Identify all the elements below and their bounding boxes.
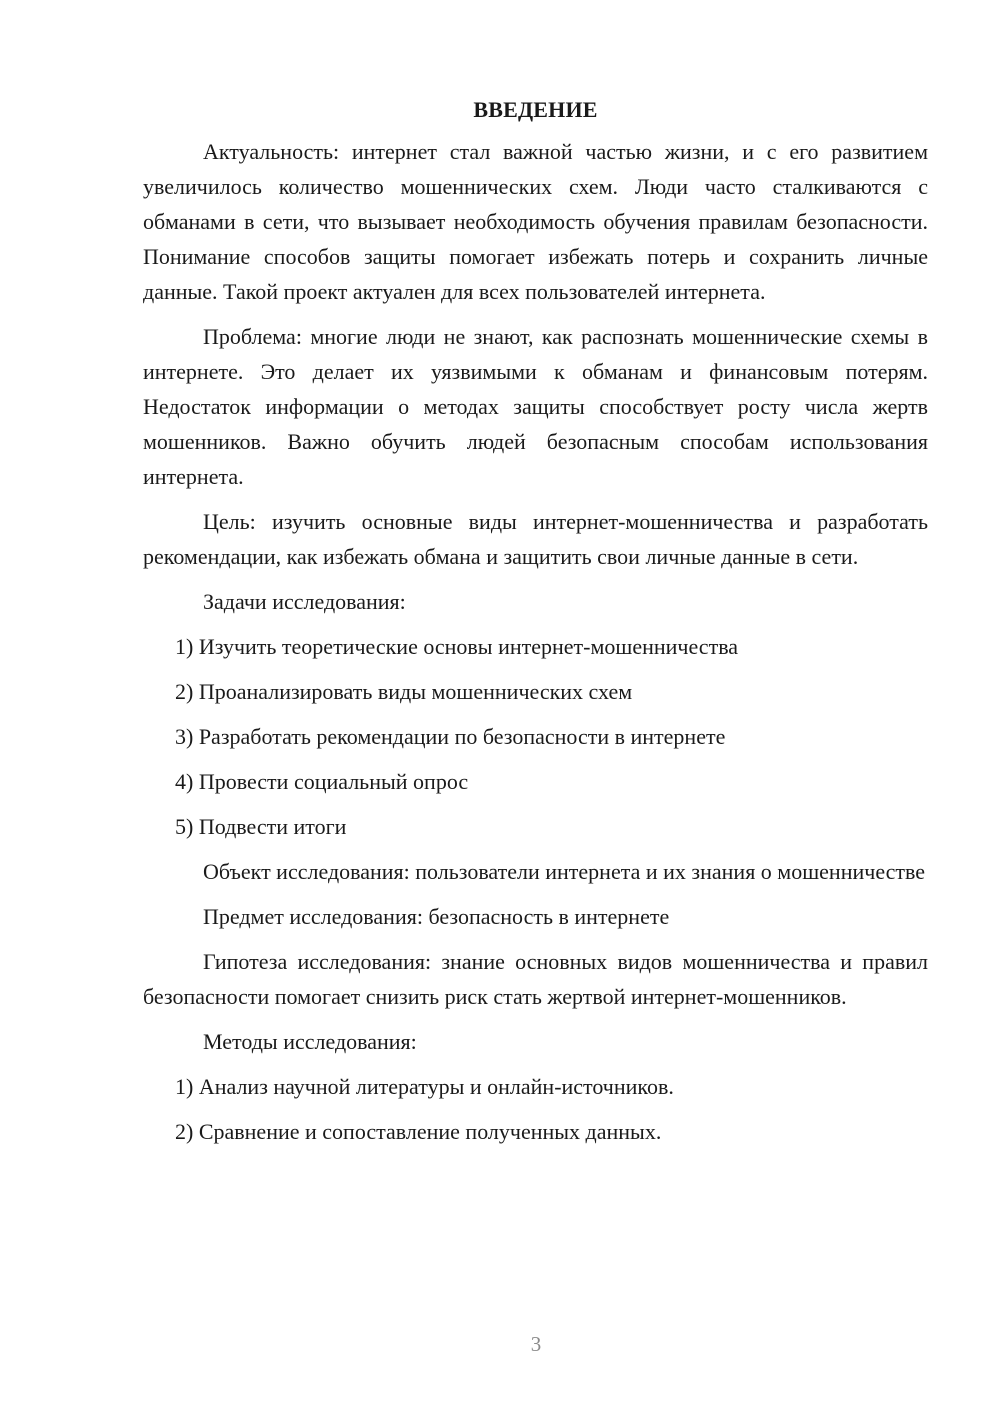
list-item: 1) Изучить теоретические основы интернет-мошенничества (175, 634, 739, 659)
paragraph-object: Объект исследования: пользователи интернета и их знания о мошенничестве (203, 859, 926, 884)
document-body (143, 92, 928, 1159)
section-title: ВВЕДЕНИЕ (473, 97, 598, 122)
paragraph-subject: Предмет исследования: безопасность в интернете (203, 904, 670, 929)
paragraph-goal: Цель: изучить основные виды интернет-мошенничества и разработать рекомендации, как избежать обмана и защитить свои личные данные в сети. (143, 509, 928, 569)
list-item: 5) Подвести итоги (175, 814, 347, 839)
tasks-heading: Задачи исследования: (203, 589, 406, 614)
paragraph-problem: Проблема: многие люди не знают, как распознать мошеннические схемы в интернете. Это делает их уязвимыми к обманам и финансовым потерям. Недостаток информации о методах защиты способствует росту числа жертв мошенников. Важно обучить людей безопасным способам использования интернета. (143, 324, 928, 489)
methods-heading: Методы исследования: (203, 1029, 417, 1054)
methods-list (143, 1069, 928, 1149)
list-item: 1) Анализ научной литературы и онлайн-источников. (175, 1074, 674, 1099)
paragraph-relevance: Актуальность: интернет стал важной частью жизни, и с его развитием увеличилось количество мошеннических схем. Люди часто сталкиваются с обманами в сети, что вызывает необходимость обучения правилам безопасности. Понимание способов защиты помогает избежать потерь и сохранить личные данные. Такой проект актуален для всех пользователей интернета. (143, 139, 928, 304)
tasks-list (143, 629, 928, 844)
list-item: 2) Проанализировать виды мошеннических схем (175, 679, 633, 704)
list-item: 2) Сравнение и сопоставление полученных данных. (175, 1119, 662, 1144)
list-item: 4) Провести социальный опрос (175, 769, 469, 794)
paragraph-hypothesis: Гипотеза исследования: знание основных видов мошенничества и правил безопасности помогает снизить риск стать жертвой интернет-мошенников. (143, 949, 928, 1009)
list-item: 3) Разработать рекомендации по безопасности в интернете (175, 724, 726, 749)
page-number: 3 (530, 1332, 542, 1356)
